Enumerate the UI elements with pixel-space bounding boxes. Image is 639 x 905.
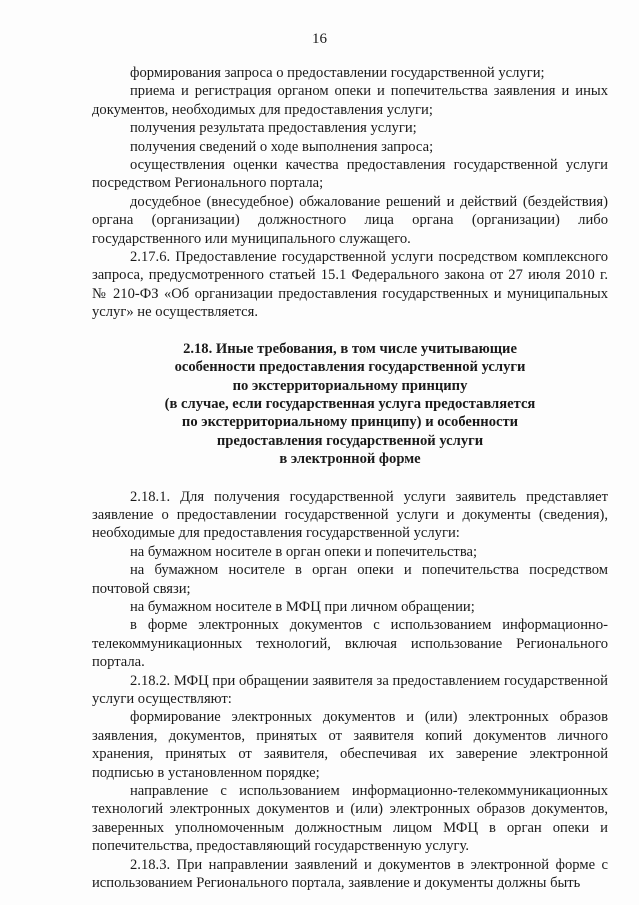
heading-line: предоставления государственной услуги: [216, 432, 484, 449]
heading-line: по экстерриториальному принципу: [232, 377, 468, 394]
paragraph: приема и регистрация органом опеки и попечительства заявления и иных документов, необходимых для предоставления услуги;: [92, 83, 608, 118]
paragraph: получения сведений о ходе выполнения запроса;: [130, 138, 434, 155]
heading-line: по экстерриториальному принципу) и особенности: [181, 414, 519, 431]
paragraph: 2.17.6. Предоставление государственной услуги посредством комплексного запроса, предусмотренного статьей 15.1 Федерального закона от 27 июля 2010 г. № 210-ФЗ «Об организации предоставления государственных и муниципальных услуг» не осуществляется.: [92, 249, 608, 321]
heading-line: особенности предоставления государственной услуги: [174, 359, 526, 376]
paragraph: досудебное (внесудебное) обжалование решений и действий (бездействия) органа (организации) должностного лица органа (организации) либо государственного или муниципального служащего.: [92, 193, 608, 247]
section-after-heading: [92, 488, 608, 893]
heading-line: 2.18. Иные требования, в том числе учитывающие: [183, 340, 517, 357]
section-before-heading: [92, 64, 608, 322]
paragraph: на бумажном носителе в орган опеки и попечительства;: [130, 543, 478, 560]
paragraph: в форме электронных документов с использованием информационно-телекоммуникационных технологий, включая использование Регионального портала.: [92, 617, 608, 671]
paragraph: на бумажном носителе в орган опеки и попечительства посредством почтовой связи;: [92, 562, 608, 597]
page-number: 16: [312, 31, 327, 47]
document-body: [92, 64, 608, 892]
paragraph: формирование электронных документов и (или) электронных образов заявления, документов, принятых от заявителя копий документов личного хранения, принятых от заявителя, обеспечивая их заверение электронной подписью в установленном порядке;: [92, 709, 608, 781]
paragraph: формирования запроса о предоставлении государственной услуги;: [130, 65, 545, 81]
paragraph: получения результата предоставления услуги;: [130, 120, 417, 137]
section-heading: [92, 340, 608, 469]
heading-line: в электронной форме: [279, 451, 421, 468]
paragraph: на бумажном носителе в МФЦ при личном обращении;: [130, 598, 475, 615]
paragraph: 2.18.1. Для получения государственной услуги заявитель представляет заявление о предоставлении государственной услуги и документы (сведения), необходимые для предоставления государственной услуги:: [92, 488, 608, 542]
paragraph: 2.18.3. При направлении заявлений и документов в электронной форме с использованием Регионального портала, заявление и документы должны быть: [92, 856, 608, 892]
paragraph: осуществления оценки качества предоставления государственной услуги посредством Регионального портала;: [92, 157, 608, 192]
paragraph: направление с использованием информационно-телекоммуникационных технологий электронных документов и (или) электронных образов документов, заверенных уполномоченным должностным лицом МФЦ в орган опеки и попечительства, предоставляющий государственную услугу.: [92, 783, 608, 855]
heading-line: (в случае, если государственная услуга предоставляется: [164, 395, 536, 412]
paragraph: 2.18.2. МФЦ при обращении заявителя за предоставлением государственной услуги осуществляют:: [92, 672, 608, 707]
